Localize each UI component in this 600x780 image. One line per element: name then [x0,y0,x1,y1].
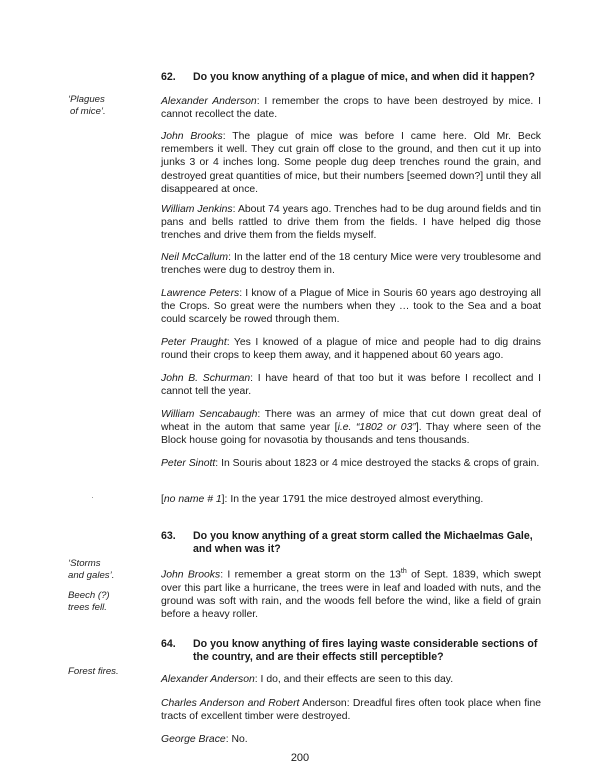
respondent-name: Alexander Anderson [161,674,255,685]
answer-sencabaugh: William Sencabaugh: There was an armey of mice that cut down great deal of wheat in the autom that same year [i.e. “1802 or 03”]. Thay where seen of the Block house going for novasotia by thousands and tens thousands. [161,409,542,447]
stray-mark [92,497,93,498]
margin-note-beech: Beech (?) trees fell. [68,590,110,613]
answer-andersons: Charles Anderson and Robert Anderson: Dreadful fires often took place when fine tracts of excellent timber were destroyed. [161,698,542,723]
margin-note-storms: ‘Storms and gales’. [68,558,115,581]
question-text: Do you know anything of fires laying waste considerable sections of the country, and are their effects still perceptible? [193,638,538,663]
respondent-name: William Jenkins [161,204,233,215]
respondent-name: Lawrence Peters [161,288,240,299]
margin-note-fires: Forest fires. [68,666,119,677]
question-number: 62. [161,71,176,83]
respondent-name: no name # 1 [163,494,222,505]
answer-schurman: John B. Schurman: I have heard of that too but it was before I recollect and I cannot tell the year. [161,373,541,398]
answer-anderson-fires: Alexander Anderson: I do, and their effects are seen to this day. [161,674,454,685]
answer-mccallum: Neil McCallum: In the latter end of the 18 century Mice were very troublesome and trenches were dug to destroy them in. [161,252,541,277]
question-text: Do you know anything of a great storm called the Michaelmas Gale, and when was it? [193,530,533,555]
respondent-name: John Brooks [161,569,221,581]
answer-sinott: Peter Sinott: In Souris about 1823 or 4 mice destroyed the stacks & crops of grain. [161,458,540,469]
answer-jenkins: William Jenkins: About 74 years ago. Trenches had to be dug around fields and tin pans and bells rattled to drive them from the fields. I have helped dig those trenches and drive them from the fields myself. [161,204,541,242]
margin-note-plagues: ‘Plagues of mice’. [68,94,106,117]
question-63 [161,530,543,556]
question-text: Do you know anything of a plague of mice, and when did it happen? [193,71,535,83]
respondent-name: Neil McCallum [161,252,229,263]
respondent-name: Alexander Anderson [161,96,257,107]
question-number: 63. [161,530,176,542]
respondent-name: George Brace [161,734,226,745]
question-62 [161,71,541,84]
respondent-name: Peter Sinott [161,458,216,469]
question-number: 64. [161,638,176,650]
answer-peters: Lawrence Peters: I know of a Plague of Mice in Souris 60 years ago destroying all the Crops. So great were the numbers when they … took to the Sea and a boat could scarcely be rowed through them. [161,288,541,326]
respondent-name: John Brooks [161,131,223,142]
answer-brooks: John Brooks: The plague of mice was before I came here. Old Mr. Beck remembers it well. They cut grain off close to the ground, and then cut it up into junks 3 or 4 inches long. Some people dug deep trenches round the grain, and destroyed great quantities of mice, but their numbers [seemed down?] until they all disappeared at once. [161,131,541,195]
answer-brooks-storm: John Brooks: I remember a great storm on the 13th of Sept. 1839, which swept over this part like a hurricane, the trees were in leaf and loaded with nuts, and the ground was soft with rain, and the woods fell before the wind, like a field of grain before a heavy roller. [161,568,541,621]
respondent-name: Charles Anderson and Robert [161,698,300,709]
respondent-name: Peter Praught [161,337,227,348]
answer-anderson: Alexander Anderson: I remember the crops to have been destroyed by mice. I cannot recollect the date. [161,96,541,121]
answer-praught: Peter Praught: Yes I knowed of a plague of mice and people had to dig drains round their crops to keep them away, and it happened about 60 years ago. [161,337,541,362]
respondent-name: John B. Schurman [161,373,251,384]
answer-brace: George Brace: No. [161,734,248,745]
question-64 [161,638,543,664]
page-number: 200 [290,752,310,764]
respondent-name: William Sencabaugh [161,409,258,420]
answer-no-name: [no name # 1]: In the year 1791 the mice destroyed almost everything. [161,494,484,505]
